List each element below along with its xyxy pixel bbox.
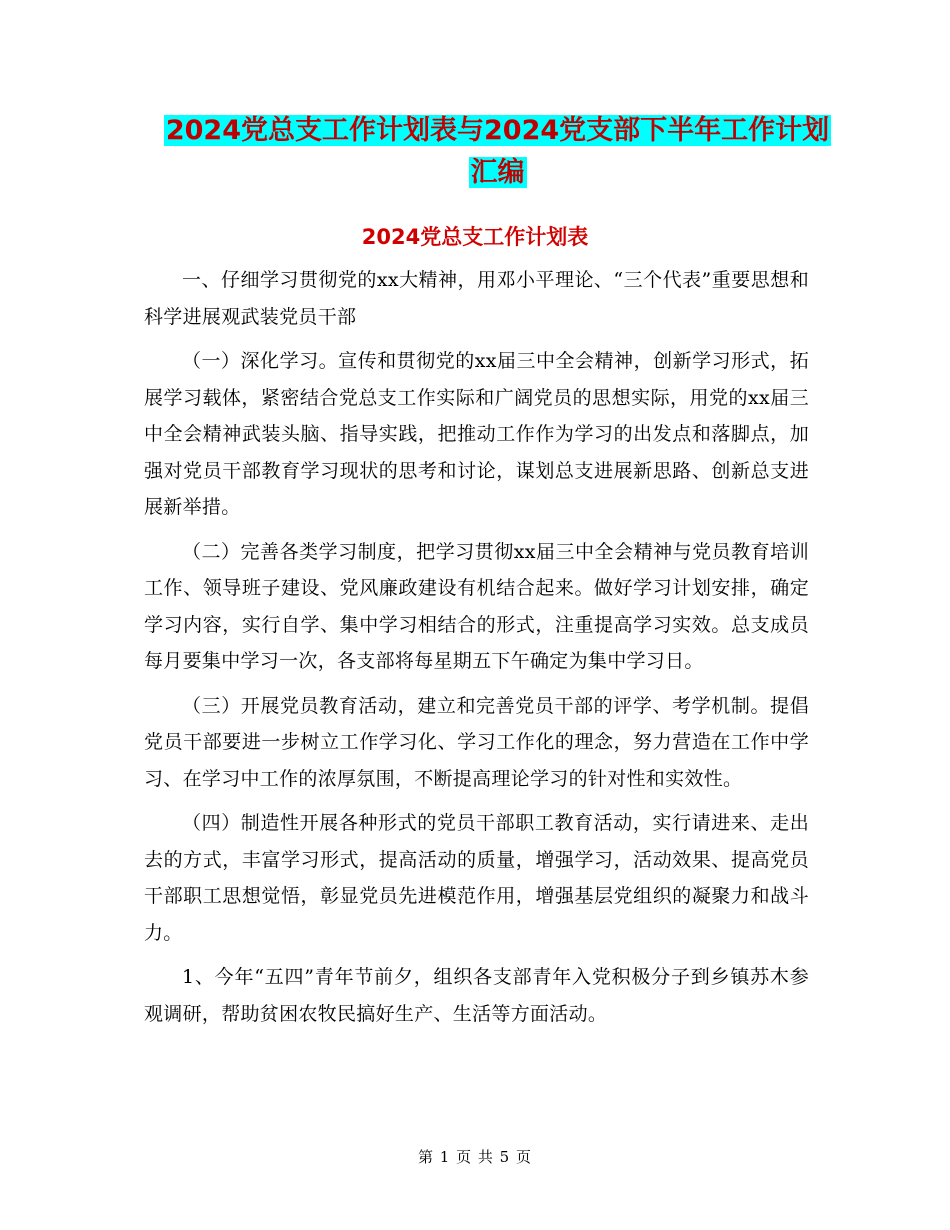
document-title-line1: 2024党总支工作计划表与2024党支部下半年工作计划 xyxy=(165,115,830,146)
document-title xyxy=(140,110,855,194)
paragraph-5: （四）制造性开展各种形式的党员干部职工教育活动，实行请进来、走出去的方式，丰富学习形式，提高活动的质量，增强学习，活动效果、提高党员干部职工思想觉悟，彰显党员先进模范作用，增强基层党组织的凝聚力和战斗力。 xyxy=(144,812,809,944)
paragraph-2: （一）深化学习。宣传和贯彻党的xx届三中全会精神，创新学习形式，拓展学习载体，紧密结合党总支工作实际和广阔党员的思想实际，用党的xx届三中全会精神武装头脑、指导实践，把推动工作作为学习的出发点和落脚点，加强对党员干部教育学习现状的思考和讨论，谋划总支进展新思路、创新总支进展新举措。 xyxy=(144,350,809,518)
page-footer: 第 1 页 共 5 页 xyxy=(418,1148,532,1166)
paragraph-1: 一、仔细学习贯彻党的xx大精神，用邓小平理论、“三个代表”重要思想和科学进展观武装党员干部 xyxy=(144,269,809,328)
paragraph-3: （二）完善各类学习制度，把学习贯彻xx届三中全会精神与党员教育培训工作、领导班子建设、党风廉政建设有机结合起来。做好学习计划安排，确定学习内容，实行自学、集中学习相结合的形式，注重提高学习实效。总支成员每月要集中学习一次，各支部将每星期五下午确定为集中学习日。 xyxy=(144,540,809,672)
document-title-line2: 汇编 xyxy=(470,157,525,188)
section-title: 2024党总支工作计划表 xyxy=(361,225,589,249)
document-body xyxy=(144,262,809,1040)
paragraph-4: （三）开展党员教育活动，建立和完善党员干部的评学、考学机制。提倡党员干部要进一步树立工作学习化、学习工作化的理念，努力营造在工作中学习、在学习中工作的浓厚氛围，不断提高理论学习的针对性和实效性。 xyxy=(144,694,809,790)
paragraph-6: 1、今年“五四”青年节前夕，组织各支部青年入党积极分子到乡镇苏木参观调研，帮助贫困农牧民搞好生产、生活等方面活动。 xyxy=(144,966,809,1025)
